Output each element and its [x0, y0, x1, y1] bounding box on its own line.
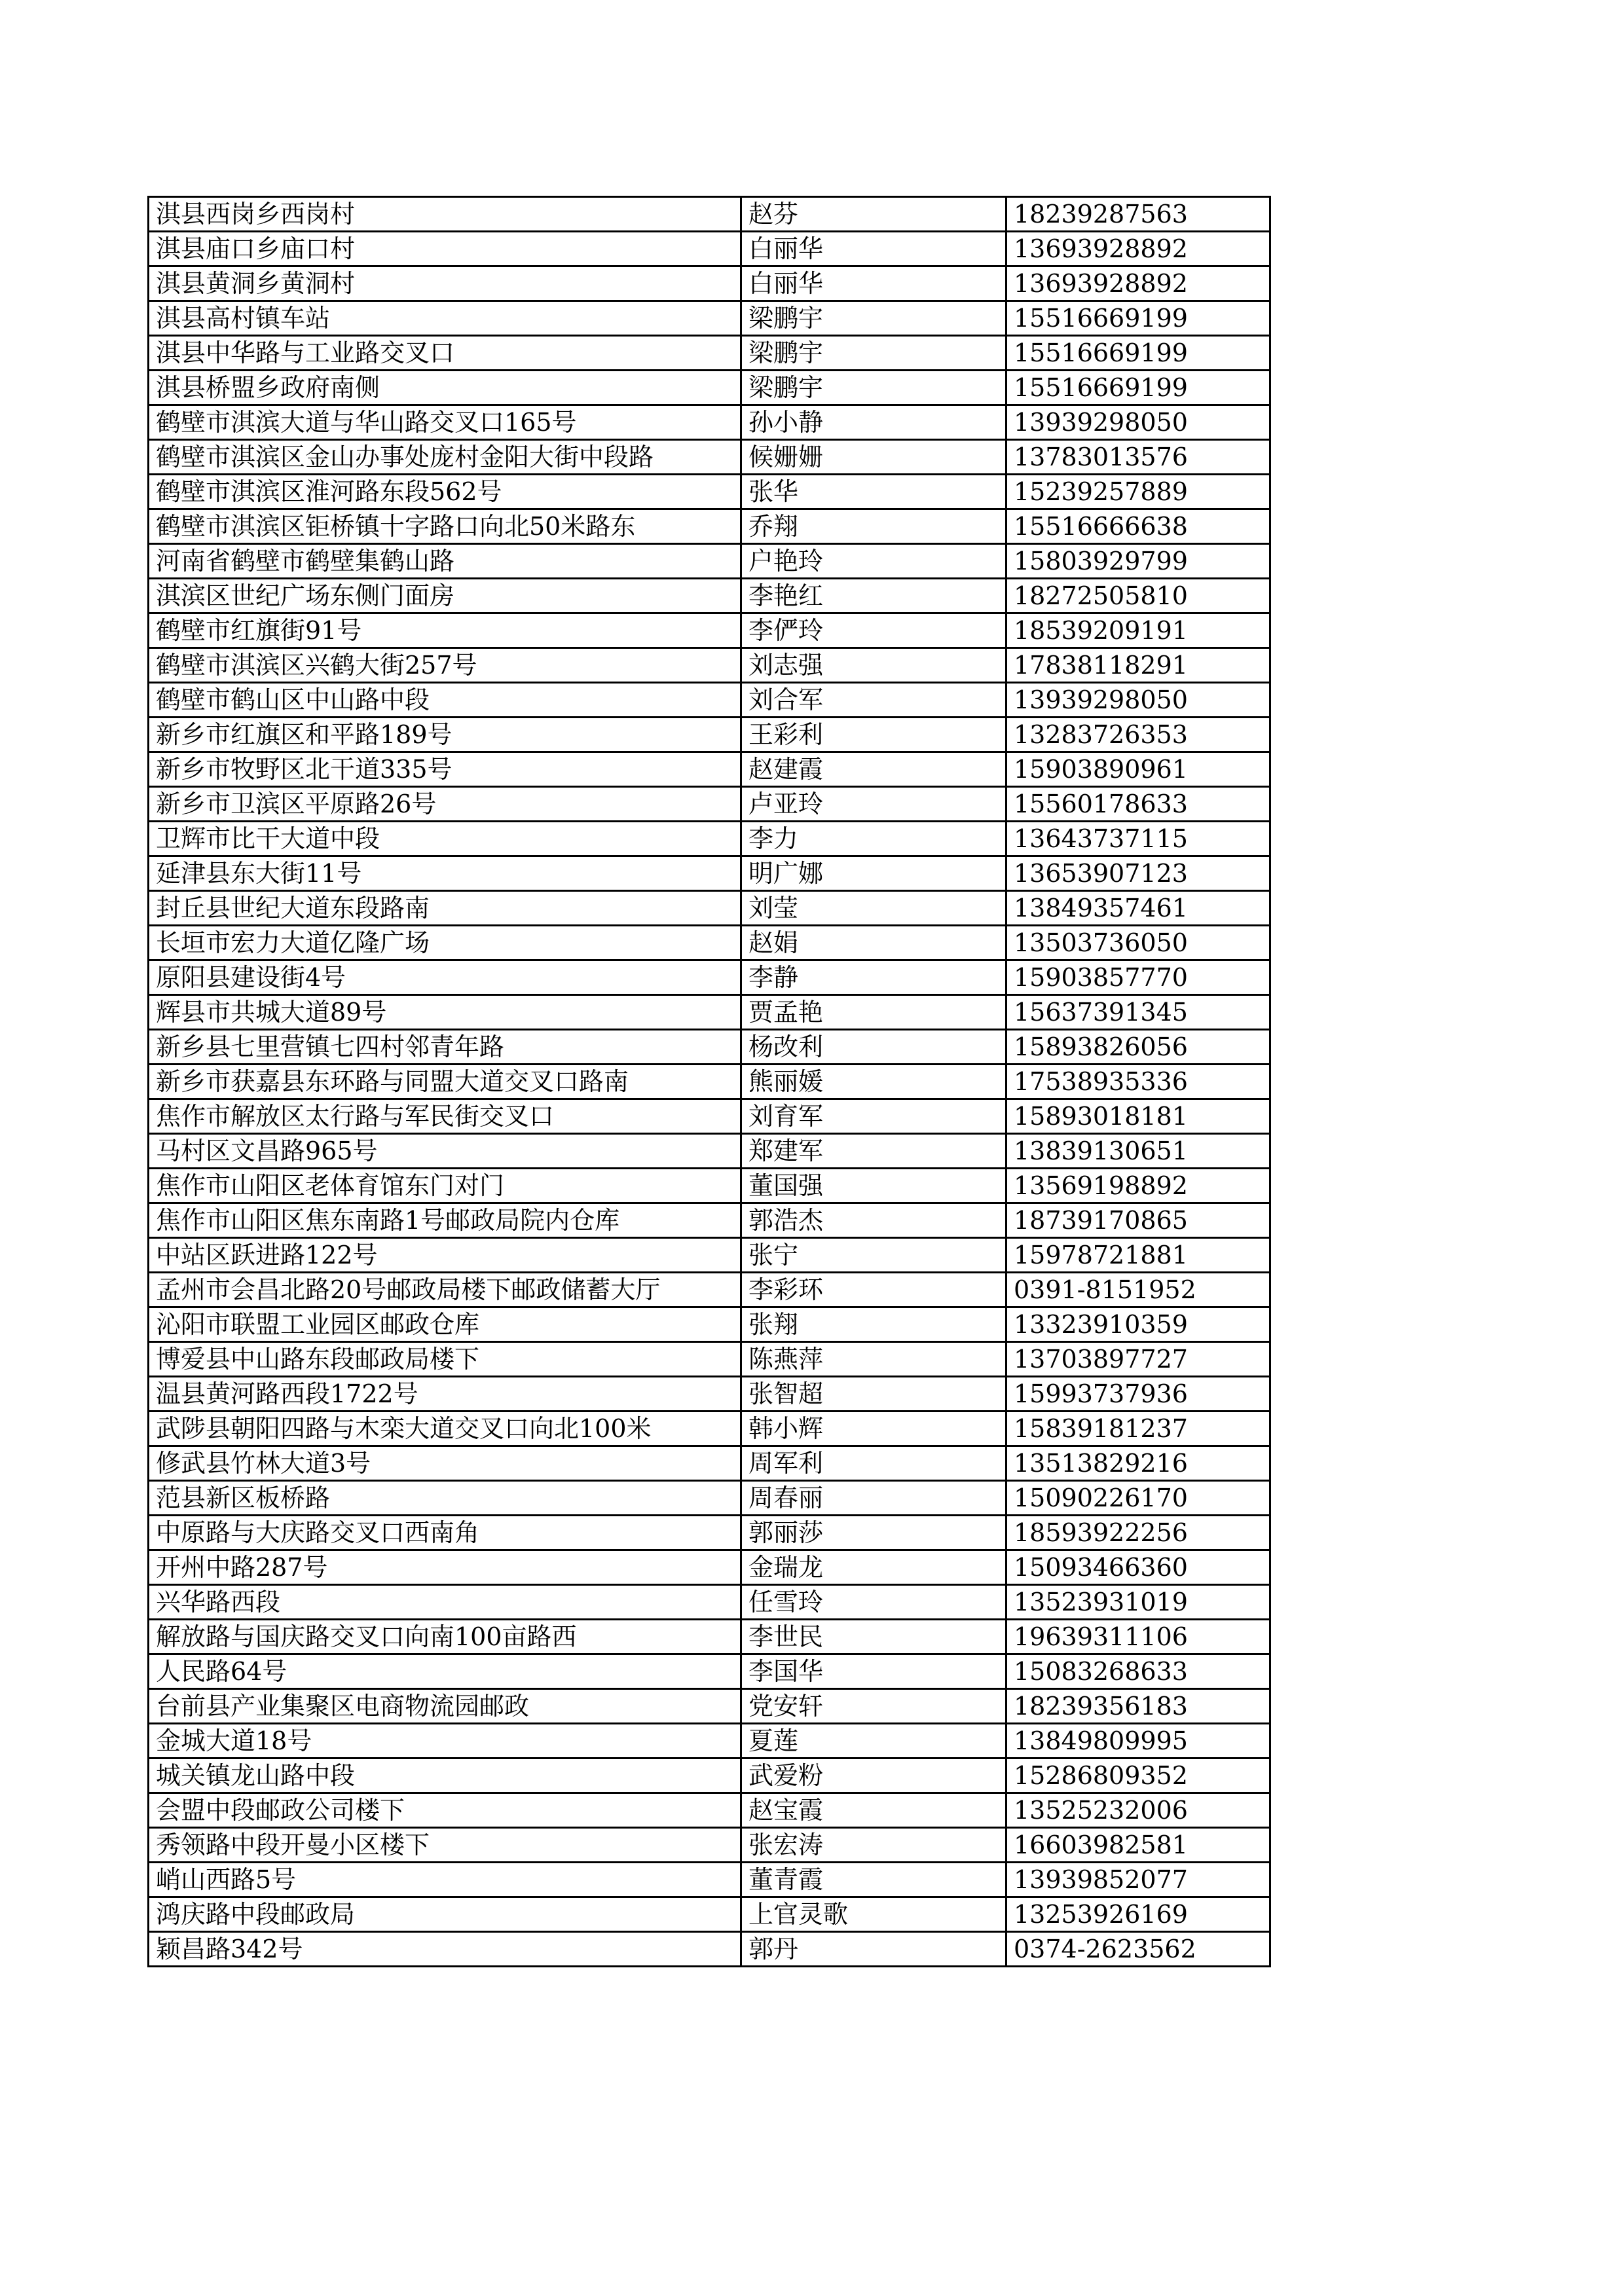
- address-cell: 原阳县建设街4号: [149, 960, 741, 995]
- address-cell: 淇县黄洞乡黄洞村: [149, 266, 741, 301]
- phone-cell: 15516666638: [1006, 509, 1270, 544]
- name-cell: 李国华: [741, 1654, 1006, 1689]
- table-row: [149, 1481, 1270, 1516]
- phone-cell: 13523931019: [1006, 1585, 1270, 1620]
- address-cell: 鹤壁市淇滨大道与华山路交叉口165号: [149, 405, 741, 440]
- table-row: [149, 197, 1270, 232]
- address-cell: 封丘县世纪大道东段路南: [149, 891, 741, 926]
- name-cell: 李力: [741, 822, 1006, 856]
- address-cell: 淇滨区世纪广场东侧门面房: [149, 579, 741, 613]
- address-cell: 新乡市牧野区北干道335号: [149, 752, 741, 787]
- address-cell: 城关镇龙山路中段: [149, 1758, 741, 1793]
- name-cell: 乔翔: [741, 509, 1006, 544]
- address-cell: 新乡市卫滨区平原路26号: [149, 787, 741, 822]
- name-cell: 任雪玲: [741, 1585, 1006, 1620]
- name-cell: 陈燕萍: [741, 1342, 1006, 1377]
- table-row: [149, 1169, 1270, 1203]
- name-cell: 周春丽: [741, 1481, 1006, 1516]
- name-cell: 武爱粉: [741, 1758, 1006, 1793]
- name-cell: 赵宝霞: [741, 1793, 1006, 1828]
- address-cell: 孟州市会昌北路20号邮政局楼下邮政储蓄大厅: [149, 1273, 741, 1307]
- phone-cell: 15903890961: [1006, 752, 1270, 787]
- address-cell: 兴华路西段: [149, 1585, 741, 1620]
- name-cell: 李世民: [741, 1620, 1006, 1654]
- table-row: [149, 1932, 1270, 1967]
- name-cell: 白丽华: [741, 266, 1006, 301]
- table-row: [149, 1654, 1270, 1689]
- phone-cell: 15093466360: [1006, 1550, 1270, 1585]
- phone-cell: 18593922256: [1006, 1516, 1270, 1550]
- name-cell: 郑建军: [741, 1134, 1006, 1169]
- table-row: [149, 475, 1270, 509]
- address-cell: 武陟县朝阳四路与木栾大道交叉口向北100米: [149, 1412, 741, 1446]
- address-cell: 沁阳市联盟工业园区邮政仓库: [149, 1307, 741, 1342]
- name-cell: 董国强: [741, 1169, 1006, 1203]
- phone-cell: 13939298050: [1006, 405, 1270, 440]
- phone-cell: 13323910359: [1006, 1307, 1270, 1342]
- phone-cell: 18272505810: [1006, 579, 1270, 613]
- phone-cell: 13849357461: [1006, 891, 1270, 926]
- address-cell: 河南省鹤壁市鹤壁集鹤山路: [149, 544, 741, 579]
- table-row: [149, 371, 1270, 405]
- name-cell: 梁鹏宇: [741, 336, 1006, 371]
- phone-cell: 17538935336: [1006, 1065, 1270, 1099]
- phone-cell: 13503736050: [1006, 926, 1270, 960]
- name-cell: 李艳红: [741, 579, 1006, 613]
- name-cell: 韩小辉: [741, 1412, 1006, 1446]
- name-cell: 郭丹: [741, 1932, 1006, 1967]
- phone-cell: 13525232006: [1006, 1793, 1270, 1828]
- table-row: [149, 960, 1270, 995]
- name-cell: 明广娜: [741, 856, 1006, 891]
- table-row: [149, 1342, 1270, 1377]
- table-row: [149, 1273, 1270, 1307]
- name-cell: 上官灵歌: [741, 1897, 1006, 1932]
- address-cell: 人民路64号: [149, 1654, 741, 1689]
- address-cell: 鹤壁市淇滨区淮河路东段562号: [149, 475, 741, 509]
- phone-cell: 13783013576: [1006, 440, 1270, 475]
- address-cell: 会盟中段邮政公司楼下: [149, 1793, 741, 1828]
- phone-cell: 15803929799: [1006, 544, 1270, 579]
- phone-cell: 13569198892: [1006, 1169, 1270, 1203]
- phone-cell: 0391-8151952: [1006, 1273, 1270, 1307]
- address-cell: 焦作市解放区太行路与军民街交叉口: [149, 1099, 741, 1134]
- table-row: [149, 1099, 1270, 1134]
- address-cell: 秀领路中段开曼小区楼下: [149, 1828, 741, 1863]
- table-row: [149, 1446, 1270, 1481]
- address-cell: 新乡县七里营镇七四村邻青年路: [149, 1030, 741, 1065]
- name-cell: 张宏涛: [741, 1828, 1006, 1863]
- table-row: [149, 1724, 1270, 1758]
- address-cell: 台前县产业集聚区电商物流园邮政: [149, 1689, 741, 1724]
- address-cell: 辉县市共城大道89号: [149, 995, 741, 1030]
- table-row: [149, 1307, 1270, 1342]
- phone-cell: 16603982581: [1006, 1828, 1270, 1863]
- phone-cell: 18239356183: [1006, 1689, 1270, 1724]
- table-row: [149, 1065, 1270, 1099]
- phone-cell: 15239257889: [1006, 475, 1270, 509]
- phone-cell: 13939852077: [1006, 1863, 1270, 1897]
- phone-cell: 17838118291: [1006, 648, 1270, 683]
- name-cell: 王彩利: [741, 718, 1006, 752]
- address-cell: 卫辉市比干大道中段: [149, 822, 741, 856]
- name-cell: 赵建霞: [741, 752, 1006, 787]
- table-row: [149, 752, 1270, 787]
- name-cell: 熊丽媛: [741, 1065, 1006, 1099]
- table-row: [149, 1689, 1270, 1724]
- name-cell: 郭浩杰: [741, 1203, 1006, 1238]
- name-cell: 梁鹏宇: [741, 301, 1006, 336]
- name-cell: 梁鹏宇: [741, 371, 1006, 405]
- table-row: [149, 1863, 1270, 1897]
- phone-cell: 18539209191: [1006, 613, 1270, 648]
- name-cell: 贾孟艳: [741, 995, 1006, 1030]
- phone-cell: 13253926169: [1006, 1897, 1270, 1932]
- address-cell: 金城大道18号: [149, 1724, 741, 1758]
- table-row: [149, 1793, 1270, 1828]
- table-row: [149, 336, 1270, 371]
- address-cell: 新乡市获嘉县东环路与同盟大道交叉口路南: [149, 1065, 741, 1099]
- phone-cell: 15516669199: [1006, 301, 1270, 336]
- table-row: [149, 266, 1270, 301]
- table-row: [149, 891, 1270, 926]
- address-cell: 范县新区板桥路: [149, 1481, 741, 1516]
- address-cell: 鹤壁市淇滨区金山办事处庞村金阳大街中段路: [149, 440, 741, 475]
- table-row: [149, 544, 1270, 579]
- table-row: [149, 1897, 1270, 1932]
- table-row: [149, 1550, 1270, 1585]
- address-cell: 淇县庙口乡庙口村: [149, 232, 741, 266]
- table-row: [149, 232, 1270, 266]
- name-cell: 党安轩: [741, 1689, 1006, 1724]
- address-cell: 解放路与国庆路交叉口向南100亩路西: [149, 1620, 741, 1654]
- address-cell: 温县黄河路西段1722号: [149, 1377, 741, 1412]
- name-cell: 郭丽莎: [741, 1516, 1006, 1550]
- table-row: [149, 1620, 1270, 1654]
- address-cell: 鹤壁市鹤山区中山路中段: [149, 683, 741, 718]
- address-cell: 颖昌路342号: [149, 1932, 741, 1967]
- name-cell: 刘莹: [741, 891, 1006, 926]
- table-row: [149, 301, 1270, 336]
- table-row: [149, 1238, 1270, 1273]
- name-cell: 董青霞: [741, 1863, 1006, 1897]
- name-cell: 张翔: [741, 1307, 1006, 1342]
- address-cell: 马村区文昌路965号: [149, 1134, 741, 1169]
- name-cell: 赵芬: [741, 197, 1006, 232]
- name-cell: 金瑞龙: [741, 1550, 1006, 1585]
- address-cell: 修武县竹林大道3号: [149, 1446, 741, 1481]
- address-cell: 峭山西路5号: [149, 1863, 741, 1897]
- contact-table: [147, 196, 1271, 1967]
- phone-cell: 13849809995: [1006, 1724, 1270, 1758]
- name-cell: 杨改利: [741, 1030, 1006, 1065]
- phone-cell: 13693928892: [1006, 232, 1270, 266]
- table-row: [149, 926, 1270, 960]
- table-row: [149, 683, 1270, 718]
- table-row: [149, 787, 1270, 822]
- table-row: [149, 822, 1270, 856]
- table-row: [149, 648, 1270, 683]
- phone-cell: 15903857770: [1006, 960, 1270, 995]
- phone-cell: 15978721881: [1006, 1238, 1270, 1273]
- table-row: [149, 1203, 1270, 1238]
- table-row: [149, 405, 1270, 440]
- phone-cell: 15286809352: [1006, 1758, 1270, 1793]
- address-cell: 鸿庆路中段邮政局: [149, 1897, 741, 1932]
- name-cell: 赵娟: [741, 926, 1006, 960]
- name-cell: 李俨玲: [741, 613, 1006, 648]
- name-cell: 卢亚玲: [741, 787, 1006, 822]
- name-cell: 张华: [741, 475, 1006, 509]
- address-cell: 开州中路287号: [149, 1550, 741, 1585]
- name-cell: 夏莲: [741, 1724, 1006, 1758]
- phone-cell: 18239287563: [1006, 197, 1270, 232]
- table-row: [149, 1412, 1270, 1446]
- name-cell: 刘育军: [741, 1099, 1006, 1134]
- phone-cell: 13653907123: [1006, 856, 1270, 891]
- name-cell: 张智超: [741, 1377, 1006, 1412]
- phone-cell: 15637391345: [1006, 995, 1270, 1030]
- table-row: [149, 1516, 1270, 1550]
- contact-table-body: [149, 197, 1270, 1967]
- table-row: [149, 579, 1270, 613]
- phone-cell: 0374-2623562: [1006, 1932, 1270, 1967]
- phone-cell: 15839181237: [1006, 1412, 1270, 1446]
- name-cell: 候姗姗: [741, 440, 1006, 475]
- name-cell: 户艳玲: [741, 544, 1006, 579]
- address-cell: 焦作市山阳区老体育馆东门对门: [149, 1169, 741, 1203]
- address-cell: 焦作市山阳区焦东南路1号邮政局院内仓库: [149, 1203, 741, 1238]
- table-row: [149, 1134, 1270, 1169]
- table-row: [149, 613, 1270, 648]
- address-cell: 新乡市红旗区和平路189号: [149, 718, 741, 752]
- name-cell: 孙小静: [741, 405, 1006, 440]
- address-cell: 淇县西岗乡西岗村: [149, 197, 741, 232]
- phone-cell: 15893018181: [1006, 1099, 1270, 1134]
- phone-cell: 15516669199: [1006, 371, 1270, 405]
- table-row: [149, 1758, 1270, 1793]
- address-cell: 鹤壁市红旗街91号: [149, 613, 741, 648]
- table-row: [149, 856, 1270, 891]
- phone-cell: 18739170865: [1006, 1203, 1270, 1238]
- phone-cell: 15516669199: [1006, 336, 1270, 371]
- phone-cell: 13643737115: [1006, 822, 1270, 856]
- phone-cell: 13513829216: [1006, 1446, 1270, 1481]
- address-cell: 淇县高村镇车站: [149, 301, 741, 336]
- name-cell: 李彩环: [741, 1273, 1006, 1307]
- name-cell: 白丽华: [741, 232, 1006, 266]
- phone-cell: 15993737936: [1006, 1377, 1270, 1412]
- table-row: [149, 1585, 1270, 1620]
- address-cell: 延津县东大街11号: [149, 856, 741, 891]
- phone-cell: 15083268633: [1006, 1654, 1270, 1689]
- address-cell: 博爱县中山路东段邮政局楼下: [149, 1342, 741, 1377]
- table-row: [149, 509, 1270, 544]
- address-cell: 鹤壁市淇滨区钜桥镇十字路口向北50米路东: [149, 509, 741, 544]
- phone-cell: 15893826056: [1006, 1030, 1270, 1065]
- table-row: [149, 1030, 1270, 1065]
- address-cell: 中原路与大庆路交叉口西南角: [149, 1516, 741, 1550]
- table-row: [149, 1828, 1270, 1863]
- phone-cell: 13693928892: [1006, 266, 1270, 301]
- name-cell: 刘志强: [741, 648, 1006, 683]
- address-cell: 淇县中华路与工业路交叉口: [149, 336, 741, 371]
- table-row: [149, 718, 1270, 752]
- table-row: [149, 995, 1270, 1030]
- phone-cell: 19639311106: [1006, 1620, 1270, 1654]
- name-cell: 李静: [741, 960, 1006, 995]
- name-cell: 张宁: [741, 1238, 1006, 1273]
- address-cell: 长垣市宏力大道亿隆广场: [149, 926, 741, 960]
- name-cell: 刘合军: [741, 683, 1006, 718]
- table-row: [149, 1377, 1270, 1412]
- phone-cell: 13283726353: [1006, 718, 1270, 752]
- address-cell: 中站区跃进路122号: [149, 1238, 741, 1273]
- phone-cell: 15560178633: [1006, 787, 1270, 822]
- name-cell: 周军利: [741, 1446, 1006, 1481]
- phone-cell: 13939298050: [1006, 683, 1270, 718]
- address-cell: 淇县桥盟乡政府南侧: [149, 371, 741, 405]
- phone-cell: 15090226170: [1006, 1481, 1270, 1516]
- table-row: [149, 440, 1270, 475]
- address-cell: 鹤壁市淇滨区兴鹤大街257号: [149, 648, 741, 683]
- phone-cell: 13703897727: [1006, 1342, 1270, 1377]
- phone-cell: 13839130651: [1006, 1134, 1270, 1169]
